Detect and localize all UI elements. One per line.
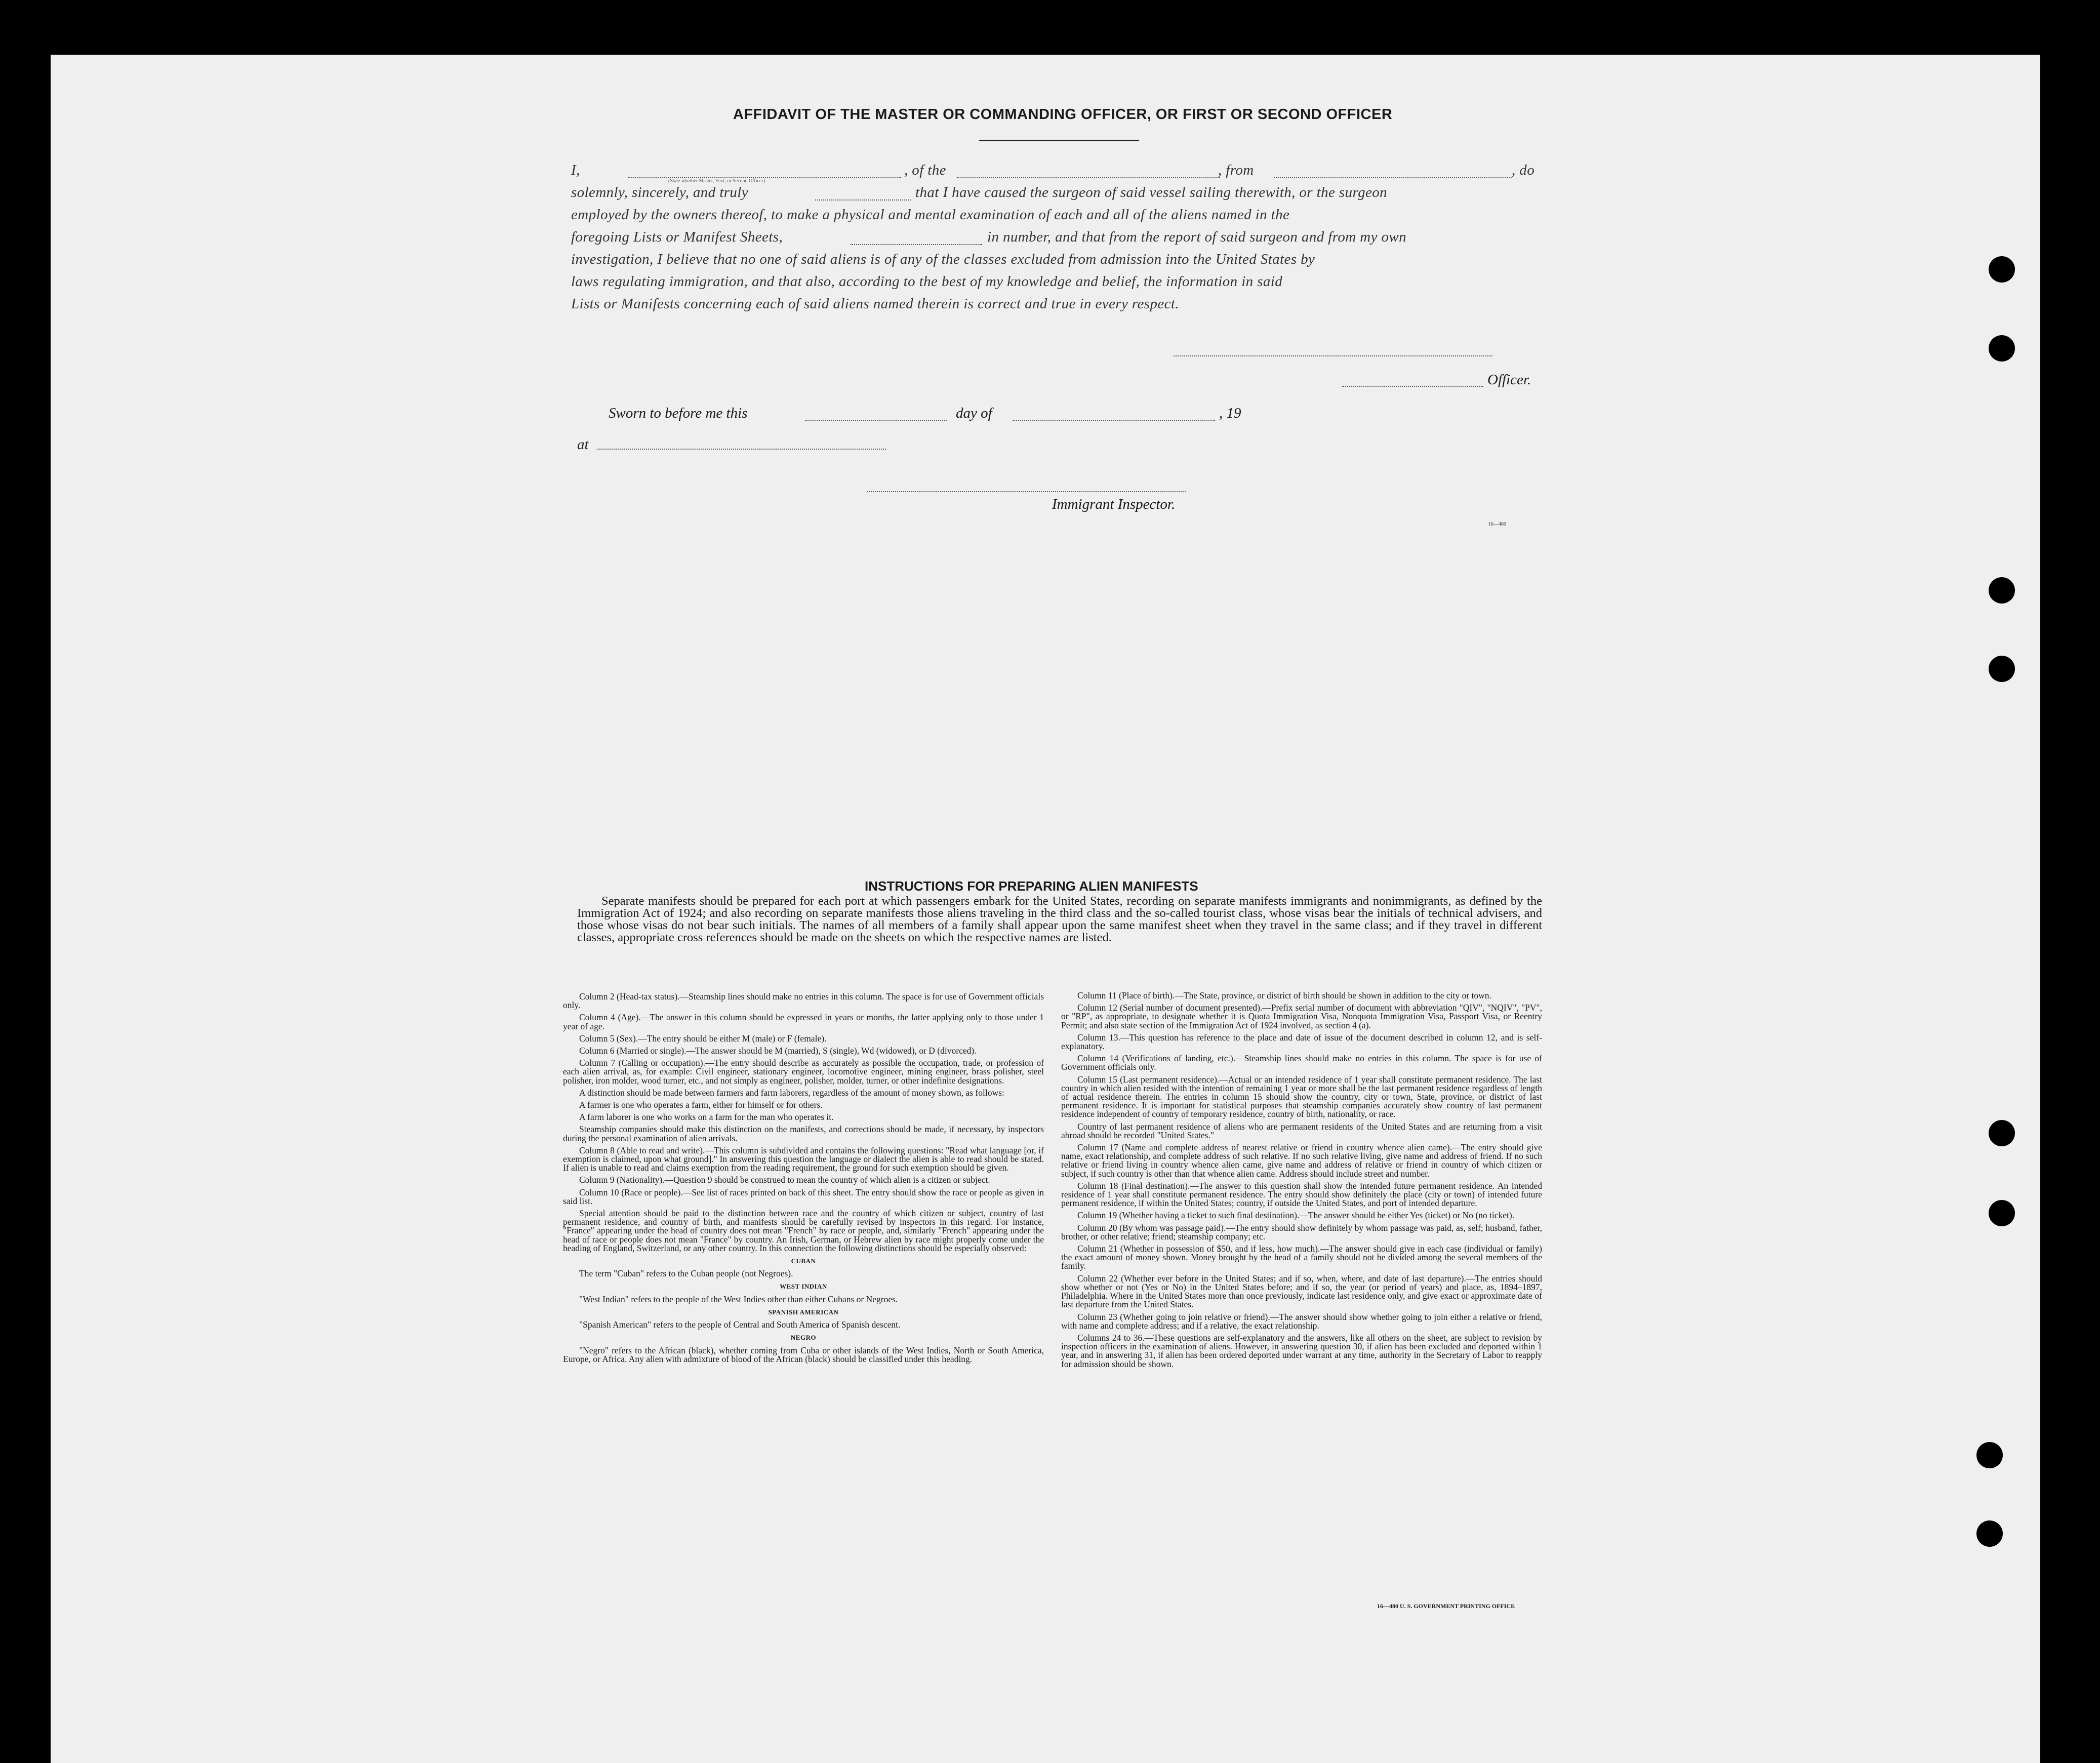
punch-hole — [1989, 1200, 2015, 1226]
punch-hole — [1989, 256, 2015, 283]
instruction-paragraph: A farmer is one who operates a farm, either for himself or for others. — [579, 1100, 823, 1110]
sworn-month-blank[interactable] — [1013, 420, 1215, 421]
instruction-paragraph: Column 9 (Nationality).—Question 9 should be construed to mean the country of which alien is a citizen or subject. — [579, 1175, 990, 1185]
instruction-paragraph: Column 22 (Whether ever before in the United States; and if so, when, where, and date of last departure).—The entries should show whether or not (Yes or No) in the United States before; and if so, the year (or period of years) and place, as, 1894–1897, Philadelphia. Where in the United States more than once previously, indicate last residence only, and give exact or approximate date of last departure from the United States. — [1061, 1273, 1542, 1310]
affidavit-line3: employed by the owners thereof, to make a physical and mental examination of each and all of the aliens named in the — [571, 207, 1290, 223]
punch-hole — [1976, 1442, 2003, 1468]
affidavit-from: , from — [1218, 162, 1254, 178]
printing-office-footer: 16—480 U. S. GOVERNMENT PRINTING OFFICE — [1377, 1602, 1515, 1610]
instruction-paragraph: A distinction should be made between farmers and farm laborers, regardless of the amount of money shown, as follows: — [579, 1087, 1004, 1098]
instructions-left-column — [563, 992, 1044, 1367]
instructions-intro: Separate manifests should be prepared for each port at which passengers embark for the United States, recording on separate manifests immigrants and nonimmigrants, as defined by the Immigration Act of 1924; and also recording on separate manifests those aliens traveling in the third class and the so-called tourist class, whose visas bear the initials of technical advisers, and those whose visas do not bear such initials. The names of all members of a family shall appear upon the same manifest sheet when they travel in the same class; and if they travel in different classes, appropriate cross references should be made on the sheets on which the respective names are listed. — [577, 894, 1542, 944]
instruction-paragraph: Column 2 (Head-tax status).—Steamship lines should make no entries in this column. The space is for use of Government officials only. — [563, 991, 1044, 1011]
form-code: 16—480 — [1488, 522, 1506, 527]
instruction-paragraph: Special attention should be paid to the distinction between race and the country of which citizen or subject, country of last permanent residence, and country of birth, and manifests should be carefully revised by inspectors in this regard. For instance, "France" appearing under the head of country does not mean "French" by race or people, and, similarly "French" appearing under the head of race or people does not mean "France" by country. An Irish, German, or Hebrew alien by race might properly come under the heading of England, Switzerland, or any other country. In this connection the following distinctions should be especially observed: — [563, 1208, 1044, 1253]
vessel-blank[interactable] — [957, 177, 1220, 178]
affidavit-title: AFFIDAVIT OF THE MASTER OR COMMANDING OFFICER, OR FIRST OR SECOND OFFICER — [733, 106, 1393, 123]
instruction-paragraph: A farm laborer is one who works on a farm for the man who operates it. — [579, 1112, 834, 1123]
affidavit-line6: laws regulating immigration, and that also, according to the best of my knowledge and belief, the information in said — [571, 273, 1283, 290]
punch-hole — [1989, 656, 2015, 682]
instruction-paragraph: Column 14 (Verifications of landing, etc.).—Steamship lines should make no entries in this column. The space is for use of Government officials only. — [1061, 1053, 1542, 1072]
race-heading-cuban: CUBAN — [791, 1257, 816, 1265]
instructions-title: INSTRUCTIONS FOR PREPARING ALIEN MANIFESTS — [865, 878, 1198, 894]
race-definition-west-indian: "West Indian" refers to the people of the West Indies other than either Cubans or Negroes. — [579, 1294, 898, 1304]
officer-signature-line-2[interactable] — [1342, 386, 1483, 387]
instruction-paragraph: Column 21 (Whether in possession of $50, and if less, how much).—The answer should give in each case (individual or family) the exact amount of money shown. Money brought by the head of a family should not be divided among the several members of the family. — [1061, 1244, 1542, 1271]
affidavit-line7: Lists or Manifests concerning each of said aliens named therein is correct and true in every respect. — [571, 296, 1179, 312]
punch-hole — [1976, 1520, 2003, 1547]
sworn-day-blank[interactable] — [805, 420, 947, 421]
instruction-paragraph: Column 20 (By whom was passage paid).—The entry should show definitely by whom passage was paid, as, self; husband, father, brother, or other relative; friend; steamship company; etc. — [1061, 1222, 1542, 1241]
instruction-paragraph: Column 5 (Sex).—The entry should be either M (male) or F (female). — [579, 1033, 827, 1044]
instruction-paragraph: Column 11 (Place of birth).—The State, province, or district of birth should be shown in addition to the city or town. — [1077, 990, 1491, 1000]
officer-signature-line-1[interactable] — [1174, 355, 1492, 356]
day-of-label: day of — [956, 405, 992, 421]
at-label: at — [577, 436, 589, 453]
instruction-paragraph: Column 23 (Whether going to join relative or friend).—The answer should show whether going to join either a relative or friend, with name and complete address; and if a relative, the exact relationship. — [1061, 1311, 1542, 1331]
affidavit-line5: investigation, I believe that no one of said aliens is of any of the classes excluded from admission into the United States by — [571, 251, 1315, 267]
punch-hole — [1989, 1120, 2015, 1146]
officer-label: Officer. — [1487, 372, 1531, 388]
affidavit-line4a: foregoing Lists or Manifest Sheets, — [571, 229, 783, 245]
race-heading-west-indian: WEST INDIAN — [780, 1283, 827, 1291]
instruction-paragraph: Column 15 (Last permanent residence).—Actual or an intended residence of 1 year shall constitute permanent residence. The last country in which alien resided with the intention of remaining 1 year or more shall be the last permanent residence regardless of length of actual residence therein. The entries in column 15 should show the country, city or town, State, province, or district of last permanent residence. It is important for statistical purposes that steamship companies accurately show country of last permanent residence independent of country of temporary residence, country of birth, nationality, or race. — [1061, 1074, 1542, 1119]
affidavit-line2a: solemnly, sincerely, and truly — [571, 184, 749, 201]
inspector-label: Immigrant Inspector. — [1052, 496, 1176, 512]
instruction-paragraph: Column 4 (Age).—The answer in this column should be expressed in years or months, the latter applying only to those under 1 year of age. — [563, 1012, 1044, 1031]
affidavit-i: I, — [571, 162, 580, 178]
instruction-paragraph: Column 19 (Whether having a ticket to such final destination).—The answer should be either Yes (ticket) or No (no ticket). — [1077, 1210, 1515, 1221]
instruction-paragraph: Column 7 (Calling or occupation).—The entry should describe as accurately as possible the occupation, trade, or profession of each alien arrival, as, for example: Civil engineer, stationary engineer, locomotive engineer, mining engineer, brass polisher, steel polisher, iron molder, wood turner, etc., and not simply as engineer, polisher, molder, turner, or other indefinite designations. — [563, 1058, 1044, 1086]
race-definition-negro: "Negro" refers to the African (black), whether coming from Cuba or other islands of the West Indies, North or South America, Europe, or Africa. Any alien with admixture of blood of the African (black) should be classified under this heading. — [563, 1345, 1044, 1364]
affidavit-line4b: in number, and that from the report of said surgeon and from my own — [987, 229, 1407, 245]
instruction-paragraph: Column 6 (Married or single).—The answer should be M (married), S (single), Wd (widowed), or D (divorced). — [579, 1046, 977, 1056]
affidavit-of-the: , of the — [904, 162, 946, 178]
instruction-paragraph: Column 13.—This question has reference to the place and date of issue of the document described in column 12, and is self-explanatory. — [1061, 1032, 1542, 1052]
instruction-paragraph: Column 12 (Serial number of document presented).—Prefix serial number of document with abbreviation "QIV", "NQIV", "PV", or "RP", as appropriate, to designate whether it is Quota Immigration Visa, Nonquota Immigration Visa, Passport Visa, or Reentry Permit; and also state section of the Immigration Act of 1924 involved, as section 4 (a). — [1061, 1003, 1542, 1030]
sworn-place-blank[interactable] — [597, 449, 886, 450]
race-definition-cuban: The term "Cuban" refers to the Cuban people (not Negroes). — [579, 1268, 793, 1279]
instruction-paragraph: Column 8 (Able to read and write).—This column is subdivided and contains the following questions: "Read what language [or, if exemption is claimed, upon what ground]." In answering this question the language or dialect the alien is able to read should be stated. If alien is unable to read and claims exemption from the reading requirement, the ground for such exemption should be given. — [563, 1145, 1044, 1173]
number-blank[interactable] — [851, 244, 982, 245]
race-heading-spanish-american: SPANISH AMERICAN — [768, 1308, 839, 1316]
punch-hole — [1989, 577, 2015, 604]
instruction-paragraph: Country of last permanent residence of aliens who are permanent residents of the United States and are returning from a visit abroad should be recorded "United States." — [1061, 1121, 1542, 1140]
title-underline — [979, 140, 1139, 141]
race-definition-spanish-american: "Spanish American" refers to the people of Central and South America of Spanish descent. — [579, 1319, 901, 1330]
punch-hole — [1989, 335, 2015, 362]
instruction-paragraph: Columns 24 to 36.—These questions are self-explanatory and the answers, like all others on the sheet, are subject to revision by inspection officers in the examination of aliens. However, in answering question 30, if alien has been excluded and deported within 1 year, and in answering 31, if alien has been ordered deported under warrant at any time, authority in the Secretary of Labor to reapply for admission should be shown. — [1061, 1332, 1542, 1369]
affidavit-line2b: that I have caused the surgeon of said vessel sailing therewith, or the surgeon — [915, 184, 1388, 201]
sworn-label: Sworn to before me this — [609, 405, 748, 421]
inspector-signature-line[interactable] — [867, 491, 1186, 492]
instruction-paragraph: Steamship companies should make this distinction on the manifests, and corrections should be made, if necessary, by inspectors during the personal examination of alien arrivals. — [563, 1124, 1044, 1143]
instructions-right-column — [1061, 991, 1542, 1372]
affidavit-do: , do — [1512, 162, 1535, 178]
officer-rank-note: (State whether Master, First, or Second Officer) — [668, 178, 765, 184]
instruction-paragraph: Column 10 (Race or people).—See list of races printed on back of this sheet. The entry should show the race or people as given in said list. — [563, 1187, 1044, 1206]
ship-name-blank[interactable] — [815, 199, 911, 201]
instruction-paragraph: Column 18 (Final destination).—The answer to this question shall show the intended future permanent residence. An intended residence of 1 year shall constitute permanent residence. The entry should show definitely the place (city or town) of intended future permanent residence, if within the United States; country, if outside the United States, and port of intended departure. — [1061, 1180, 1542, 1209]
port-blank[interactable] — [1274, 177, 1512, 178]
instruction-paragraph: Column 17 (Name and complete address of nearest relative or friend in country whence alien came).—The entry should give name, exact relationship, and complete address of such relative. If no such relative living, give name and address of friend. If no such relative or friend living in country whence alien came, give name and address of relative or friend in country of which citizen or subject, if such country is other than that whence alien came. Address should include street and number. — [1061, 1142, 1542, 1179]
race-heading-negro: NEGRO — [790, 1334, 817, 1342]
year-label: , 19 — [1219, 405, 1241, 421]
